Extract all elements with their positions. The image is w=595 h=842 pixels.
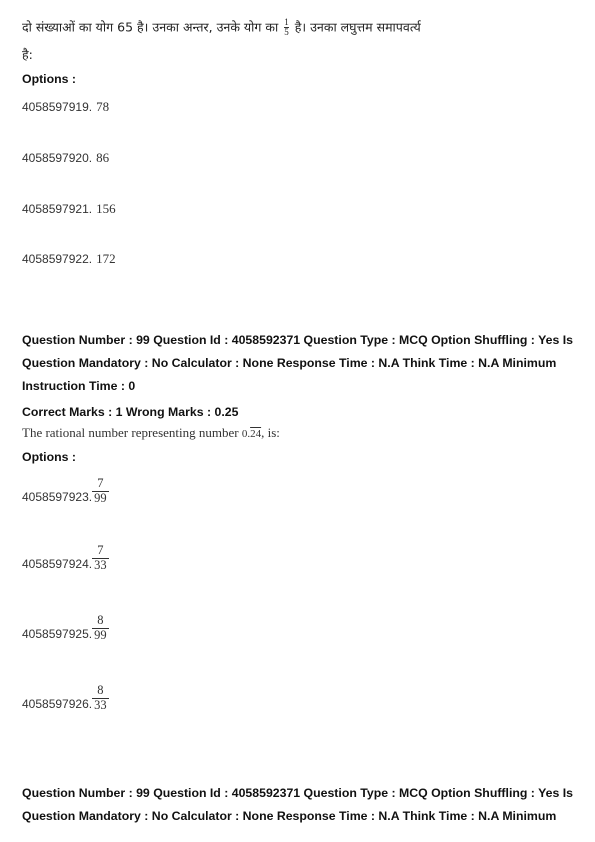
number-integer-part: 0. xyxy=(241,428,251,440)
option-fraction xyxy=(92,614,109,643)
question-text-part1: दो संख्याओं का योग 65 है। उनका अन्तर, उनके योग का xyxy=(22,19,279,35)
question-text-part2: , is: xyxy=(261,425,280,440)
option-id: 4058597922. xyxy=(22,252,93,266)
option-id: 4058597921. xyxy=(22,202,93,216)
options-label: Options : xyxy=(22,72,76,86)
option-value: 172 xyxy=(96,251,116,266)
number-recurring-digits: 24 xyxy=(250,428,262,440)
option-row[interactable] xyxy=(22,98,109,116)
option-fraction xyxy=(92,684,109,713)
option-value: 156 xyxy=(96,201,116,216)
question-text-part1: The rational number representing number xyxy=(22,425,239,440)
fraction-denominator: 5 xyxy=(284,27,289,38)
option-id: 4058597926. xyxy=(22,696,93,711)
option-id: 4058597924. xyxy=(22,556,93,571)
options-label: Options : xyxy=(22,450,76,464)
option-id: 4058597923. xyxy=(22,489,93,504)
option-row[interactable] xyxy=(22,477,109,506)
option-row[interactable] xyxy=(22,544,109,573)
question-text-line2: है: xyxy=(22,47,33,62)
option-row[interactable] xyxy=(22,200,116,218)
option-value: 86 xyxy=(96,150,110,165)
fraction-one-fifth xyxy=(284,18,289,38)
option-row[interactable] xyxy=(22,614,109,643)
fraction-numerator: 8 xyxy=(97,683,104,697)
recurring-number xyxy=(242,428,261,440)
option-fraction xyxy=(92,477,109,506)
option-id: 4058597925. xyxy=(22,626,93,641)
fraction-denominator: 33 xyxy=(94,697,107,712)
question-marks: Correct Marks : 1 Wrong Marks : 0.25 xyxy=(22,405,239,419)
question-text-part2: है। उनका लघुत्तम समापवर्त्य xyxy=(294,19,421,35)
fraction-numerator: 8 xyxy=(97,613,104,627)
question-meta-line2: Question Mandatory : No Calculator : None Response Time : N.A Think Time : N.A Minimum xyxy=(22,356,557,370)
fraction-denominator: 33 xyxy=(94,557,107,572)
next-question-meta-line1: Question Number : 99 Question Id : 4058592371 Question Type : MCQ Option Shuffling : Yes Is xyxy=(22,786,573,800)
fraction-numerator: 7 xyxy=(97,476,104,490)
option-fraction xyxy=(92,544,109,573)
question-meta-line1: Question Number : 99 Question Id : 4058592371 Question Type : MCQ Option Shuffling : Yes Is xyxy=(22,333,573,347)
fraction-numerator: 1 xyxy=(284,17,289,27)
option-value: 78 xyxy=(96,99,110,114)
option-id: 4058597919. xyxy=(22,100,93,114)
fraction-denominator: 99 xyxy=(94,627,107,642)
option-row[interactable] xyxy=(22,250,116,268)
option-id: 4058597920. xyxy=(22,151,93,165)
option-row[interactable] xyxy=(22,684,109,713)
question-text-hindi xyxy=(22,18,421,38)
fraction-denominator: 99 xyxy=(94,490,107,505)
question-text xyxy=(22,425,280,441)
option-row[interactable] xyxy=(22,149,109,167)
question-meta-line3: Instruction Time : 0 xyxy=(22,379,136,393)
fraction-numerator: 7 xyxy=(97,543,104,557)
next-question-meta-line2: Question Mandatory : No Calculator : None Response Time : N.A Think Time : N.A Minimum xyxy=(22,809,557,823)
